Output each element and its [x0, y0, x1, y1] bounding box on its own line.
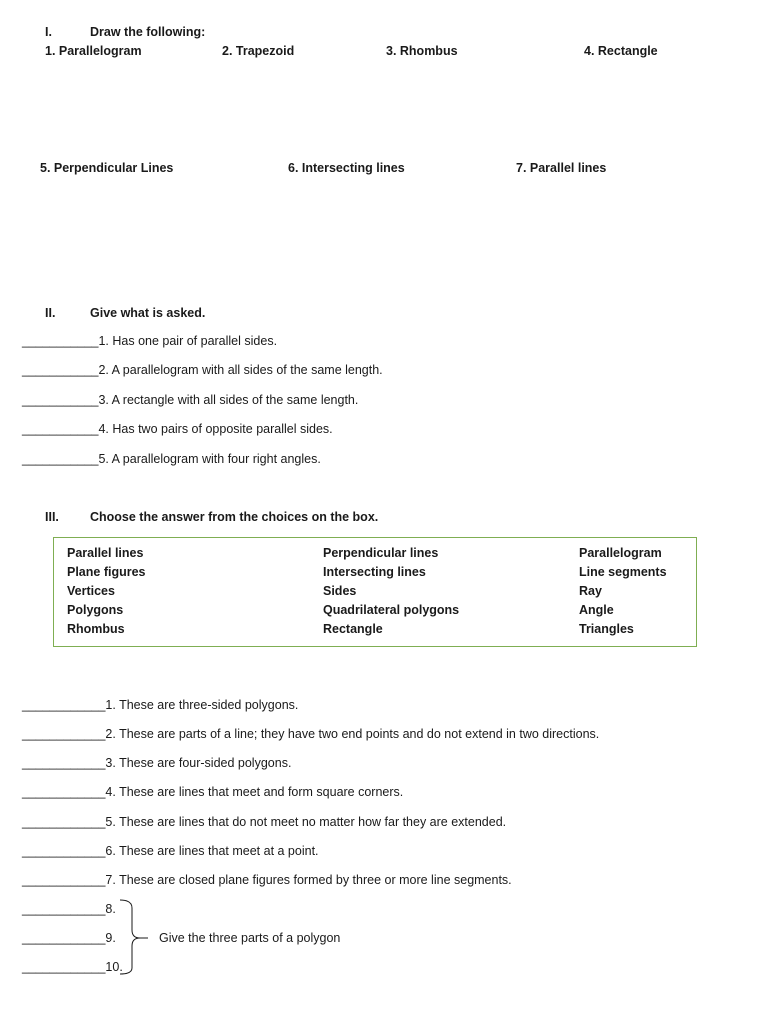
choice-item: Intersecting lines — [323, 565, 426, 579]
question-line: ____________2. These are parts of a line; they have two end points and do not extend in two directions. — [22, 727, 600, 741]
choice-item: Ray — [579, 584, 602, 598]
question-line: ___________2. A parallelogram with all sides of the same length. — [22, 363, 383, 377]
choice-item: Vertices — [67, 584, 115, 598]
question-line: ____________10. — [22, 960, 123, 974]
section-2-title: Give what is asked. — [90, 306, 206, 320]
question-line: ____________9. — [22, 931, 116, 945]
draw-item-parallelogram: 1. Parallelogram — [45, 44, 142, 58]
choice-item: Rectangle — [323, 622, 383, 636]
question-line: ___________3. A rectangle with all sides of the same length. — [22, 393, 359, 407]
question-line: ____________7. These are closed plane figures formed by three or more line segments. — [22, 873, 512, 887]
draw-item-perpendicular-lines: 5. Perpendicular Lines — [40, 161, 174, 175]
choice-item: Quadrilateral polygons — [323, 603, 460, 617]
choice-item: Perpendicular lines — [323, 546, 439, 560]
draw-item-rhombus: 3. Rhombus — [386, 44, 458, 58]
draw-item-trapezoid: 2. Trapezoid — [222, 44, 295, 58]
brace-note: Give the three parts of a polygon — [159, 931, 341, 945]
section-3-title: Choose the answer from the choices on the box. — [90, 510, 379, 524]
choice-item: Line segments — [579, 565, 667, 579]
draw-item-intersecting-lines: 6. Intersecting lines — [288, 161, 405, 175]
choice-item: Sides — [323, 584, 357, 598]
choice-item: Plane figures — [67, 565, 146, 579]
choice-item: Angle — [579, 603, 614, 617]
question-line: ___________5. A parallelogram with four right angles. — [22, 452, 321, 466]
question-line: ____________1. These are three-sided polygons. — [22, 698, 299, 712]
question-line: ____________6. These are lines that meet at a point. — [22, 844, 319, 858]
choice-item: Triangles — [579, 622, 634, 636]
draw-item-parallel-lines: 7. Parallel lines — [516, 161, 607, 175]
choice-item: Polygons — [67, 603, 124, 617]
curly-brace-icon — [118, 898, 158, 976]
question-line: ____________4. These are lines that meet and form square corners. — [22, 785, 404, 799]
question-line: ___________4. Has two pairs of opposite parallel sides. — [22, 422, 333, 436]
question-line: ____________5. These are lines that do not meet no matter how far they are extended. — [22, 815, 507, 829]
section-1-number: I. — [45, 25, 52, 39]
question-line: ____________8. — [22, 902, 116, 916]
question-line: ____________3. These are four-sided polygons. — [22, 756, 292, 770]
question-line: ___________1. Has one pair of parallel sides. — [22, 334, 278, 348]
section-3-number: III. — [45, 510, 59, 524]
draw-item-rectangle: 4. Rectangle — [584, 44, 658, 58]
choice-item: Rhombus — [67, 622, 125, 636]
choice-item: Parallel lines — [67, 546, 144, 560]
section-1-title: Draw the following: — [90, 25, 206, 39]
section-2-number: II. — [45, 306, 56, 320]
choice-item: Parallelogram — [579, 546, 662, 560]
